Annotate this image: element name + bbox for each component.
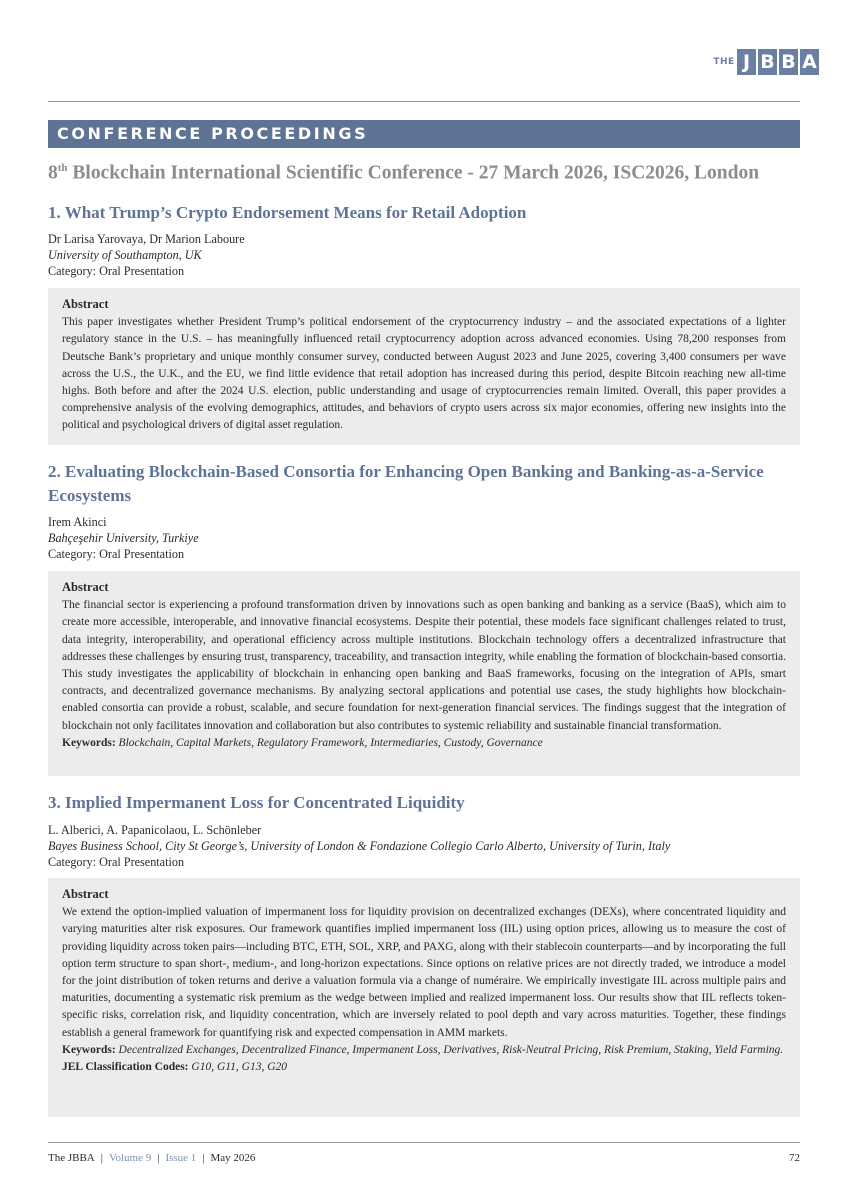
keywords-label: Keywords: [62,736,116,749]
footer-divider [48,1142,800,1143]
footer-separator: | [202,1152,205,1164]
header-divider [48,101,800,102]
keywords-list: Blockchain, Capital Markets, Regulatory Framework, Intermediaries, Custody, Governance [118,736,543,749]
paper-title: 2. Evaluating Blockchain-Based Consortia for Enhancing Open Banking and Banking-as-a-Service Ecosystems [48,462,764,505]
paper-title: 1. What Trump’s Crypto Endorsement Means for Retail Adoption [48,203,527,222]
page-number: 72 [789,1152,800,1164]
abstract-text: We extend the option-implied valuation of impermanent loss for liquidity provision on decentralized exchanges (DEXs), where concentrated liquidity and varying maturities alter risk exposures. Our framework quantifies implied impermanent loss (IIL) using option prices, allowing us to measure the cost of providing liquidity across token pairs—including BTC, ETH, SOL, XRP, and PAXG, along with their stablecoin counterparts—and by incorporating the full option term structure to span short-, medium-, and long-horizon expectations. Since options on relative prices are not directly traded, we introduce a model for the joint distribution of token returns and derive a valuation formula via a change of numéraire. We empirically investigate IIL across multiple pairs and maturities, documenting a systematic risk premium as the wedge between implied and realized impermanent loss. Our results show that IIL reflects token-specific risks, correlation risk, and liquidity concentration, which are inversely related to pool depth and vary across maturities. Together, these findings establish a general framework for quantifying risk and expected compensation in AMM markets. [62,906,786,1039]
paper-title: 3. Implied Impermanent Loss for Concentrated Liquidity [48,793,465,812]
conference-title [48,162,808,185]
page-footer [48,1152,800,1164]
paper-meta [48,822,670,870]
paper-affiliation: University of Southampton, UK [48,248,202,262]
footer-journal: The JBBA [48,1152,95,1164]
paper-category: Category: Oral Presentation [48,855,185,869]
abstract-text: The financial sector is experiencing a profound transformation driven by innovations such as open banking and banking as a service (BaaS), which aim to create more accessible, interoperable, and innovative financial ecosystems. Despite their potential, these models face significant challenges related to trust, data integrity, interoperability, and operational efficiency across multiple institutions. Blockchain technology offers a decentralized infrastructure that addresses these challenges by ensuring trust, transparency, traceability, and transaction integrity, while enabling the formation of blockchain-based consortia. This study investigates the applicability of blockchain in enhancing open banking and BaaS frameworks, focusing on the integration of APIs, smart contracts, and decentralized governance mechanisms. By analyzing sectoral applications and potential use cases, the study highlights how blockchain-enabled consortia can provide a robust, scalable, and secure foundation for next-generation financial services. The findings suggest that the integration of blockchain not only facilitates innovation and collaboration but also contributes to systemic reliability and sustainable financial transformation. [62,599,786,732]
abstract-box [48,288,800,445]
logo-letter: J [737,49,756,75]
abstract-box [48,878,800,1117]
paper-affiliation: Bahçeşehir University, Turkiye [48,531,199,545]
footer-volume: Volume 9 [108,1152,152,1164]
journal-logo [713,49,819,75]
jel-codes [62,1059,786,1076]
logo-letter: A [800,49,819,75]
paper-category: Category: Oral Presentation [48,547,185,561]
conference-name: Blockchain International Scientific Conference - 27 March 2026, ISC2026, London [72,162,760,184]
paper-meta [48,514,199,562]
keywords-label: Keywords: [62,1043,116,1056]
footer-date: May 2026 [210,1152,256,1164]
conference-ordinal: 8 [48,162,58,184]
paper-meta [48,231,245,279]
paper-authors: Irem Akinci [48,515,107,529]
abstract-heading: Abstract [62,297,109,311]
paper-affiliation: Bayes Business School, City St George’s, University of London & Fondazione Collegio Carlo Alberto, University of Turin, Italy [48,839,671,853]
abstract-box [48,571,800,776]
jel-label: JEL Classification Codes: [62,1061,189,1074]
keywords-list: Decentralized Exchanges, Decentralized Finance, Impermanent Loss, Derivatives, Risk-Neutral Pricing, Risk Premium, Staking, Yield Farming. [118,1043,784,1056]
footer-issue: Issue 1 [165,1152,197,1164]
jel-list: G10, G11, G13, G20 [191,1061,288,1074]
paper-authors: L. Alberici, A. Papanicolaou, L. Schönleber [48,823,262,837]
abstract-heading: Abstract [62,887,109,901]
paper-category: Category: Oral Presentation [48,264,185,278]
logo-letter: B [758,49,777,75]
conference-ordinal-suffix: th [57,162,68,174]
paper-authors: Dr Larisa Yarovaya, Dr Marion Laboure [48,232,245,246]
footer-separator: | [157,1152,160,1164]
footer-separator: | [100,1152,103,1164]
keywords [62,735,786,752]
logo-letter: B [779,49,798,75]
keywords [62,1042,786,1059]
abstract-heading: Abstract [62,580,109,594]
abstract-text: This paper investigates whether President Trump’s political endorsement of the cryptocurrency industry – and the associated expectations of a lighter regulatory stance in the U.S. – has meaningfully influenced retail cryptocurrency adoption across advanced economies. Using 78,200 responses from Deutsche Bank’s proprietary and unique monthly consumer survey, conducted between August 2023 and June 2025, covering 3,400 consumers per wave across the U.S., the U.K., and the EU, we find little evidence that retail adoption has increased during this period, despite Bitcoin reaching new all-time highs. Both before and after the 2024 U.S. election, public understanding and usage of cryptocurrencies remain limited. Overall, this paper provides a comprehensive analysis of the evolving demographics, attitudes, and behaviors of crypto users across six major economies, offering new insights into the political and psychological drivers of digital asset regulation. [62,316,786,432]
section-banner: CONFERENCE PROCEEDINGS [48,120,800,148]
logo-the: THE [713,56,735,67]
